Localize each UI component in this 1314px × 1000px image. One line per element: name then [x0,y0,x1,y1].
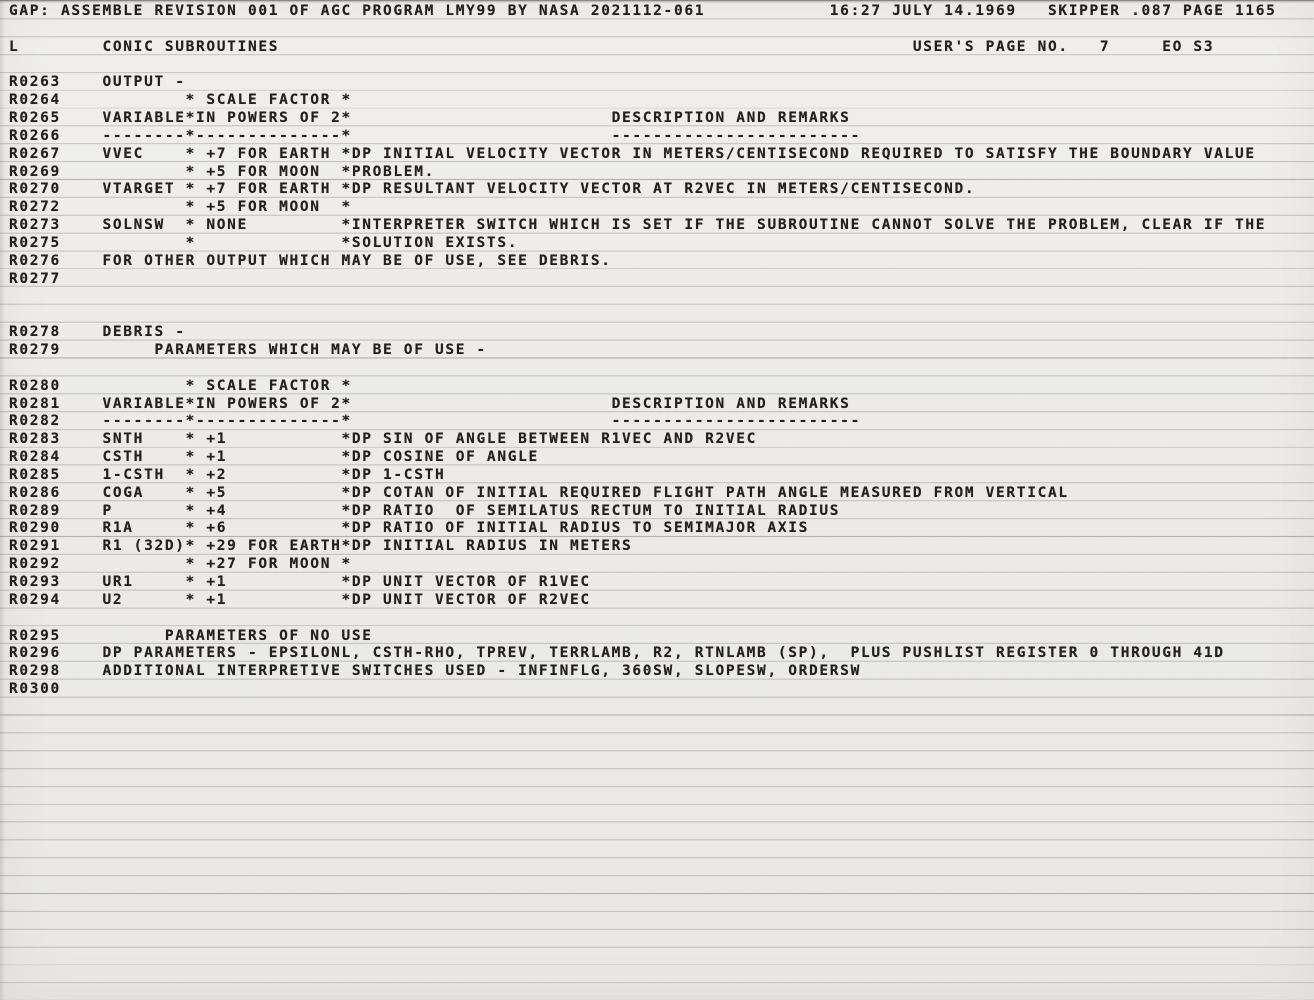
program-listing [9,3,1277,699]
listing-line-r0277: R0277 [9,270,103,287]
listing-line-r0280: R0280 * SCALE FACTOR * [9,377,352,394]
listing-line-r0293: R0293 UR1 * +1 *DP UNIT VECTOR OF R1VEC [9,574,591,590]
listing-line-r0275: R0275 * *SOLUTION EXISTS. [9,234,519,251]
listing-line-r0270: R0270 VTARGET * +7 FOR EARTH *DP RESULTANT VELOCITY VECTOR AT R2VEC IN METERS/CENTISECOND. [9,181,976,198]
listing-line-r0285: R0285 1-CSTH * +2 *DP 1-CSTH [9,466,446,483]
listing-line-r0279: R0279 PARAMETERS WHICH MAY BE OF USE - [9,342,487,359]
listing-line-r0273: R0273 SOLNSW * NONE *INTERPRETER SWITCH WHICH IS SET IF THE SUBROUTINE CANNOT SOLVE THE PROBLEM, CLEAR IF THE [9,217,1267,234]
listing-line-r0263: R0263 OUTPUT - [9,74,186,91]
listing-line-r0278: R0278 DEBRIS - [9,324,186,341]
listing-line-r0291: R0291 R1 (32D)* +29 FOR EARTH*DP INITIAL RADIUS IN METERS [9,538,633,555]
listing-line-r0290: R0290 R1A * +6 *DP RATIO OF INITIAL RADIUS TO SEMIMAJOR AXIS [9,520,810,537]
blank-line [9,610,1277,628]
listing-line-r0295: R0295 PARAMETERS OF NO USE [9,627,373,644]
listing-line-r0298: R0298 ADDITIONAL INTERPRETIVE SWITCHES USED - INFINFLG, 360SW, SLOPESW, ORDERSW [9,663,861,680]
blank-line [9,21,1277,39]
listing-line-r0286: R0286 COGA * +5 *DP COTAN OF INITIAL REQUIRED FLIGHT PATH ANGLE MEASURED FROM VERTICAL [9,484,1069,501]
blank-line [9,360,1277,378]
listing-line-r0292: R0292 * +27 FOR MOON * [9,556,352,573]
listing-line-r0276: R0276 FOR OTHER OUTPUT WHICH MAY BE OF USE, SEE DEBRIS. [9,252,612,269]
listing-line-r0282: R0282 --------*--------------* ------------------------ [9,413,861,430]
blank-line [9,306,1277,324]
listing-line-r0267: R0267 VVEC * +7 FOR EARTH *DP INITIAL VELOCITY VECTOR IN METERS/CENTISECOND REQUIRED TO SATISFY THE BOUNDARY VALUE [9,145,1256,162]
listing-line-r0266: R0266 --------*--------------* ------------------------ [9,127,861,144]
listing-line-r0289: R0289 P * +4 *DP RATIO OF SEMILATUS RECTUM TO INITIAL RADIUS [9,502,841,519]
blank-line [9,57,1277,75]
listing-line-r0296: R0296 DP PARAMETERS - EPSILONL, CSTH-RHO, TPREV, TERRLAMB, R2, RTNLAMB (SP), PLUS PUSHLIST REGISTER 0 THROUGH 41D [9,645,1225,662]
blank-line [9,289,1277,307]
listing-line-r0294: R0294 U2 * +1 *DP UNIT VECTOR OF R2VEC [9,591,591,608]
listing-line-r0300: R0300 [9,681,103,698]
listing-line-r0281: R0281 VARIABLE*IN POWERS OF 2* DESCRIPTION AND REMARKS [9,395,851,412]
listing-line-r0284: R0284 CSTH * +1 *DP COSINE OF ANGLE [9,449,539,466]
listing-line-r0283: R0283 SNTH * +1 *DP SIN OF ANGLE BETWEEN R1VEC AND R2VEC [9,431,758,448]
listing-line-r0264: R0264 * SCALE FACTOR * [9,92,352,109]
header-line-1: GAP: ASSEMBLE REVISION 001 OF AGC PROGRAM LMY99 BY NASA 2021112-061 16:27 JULY 14.1969 SKIPPER .087 PAGE 1165 [9,3,1277,19]
header-line-2: L CONIC SUBROUTINES USER'S PAGE NO. 7 EO S3 [9,38,1215,55]
listing-line-r0269: R0269 * +5 FOR MOON *PROBLEM. [9,163,435,180]
listing-line-r0265: R0265 VARIABLE*IN POWERS OF 2* DESCRIPTION AND REMARKS [9,110,851,127]
listing-line-r0272: R0272 * +5 FOR MOON * [9,199,352,216]
